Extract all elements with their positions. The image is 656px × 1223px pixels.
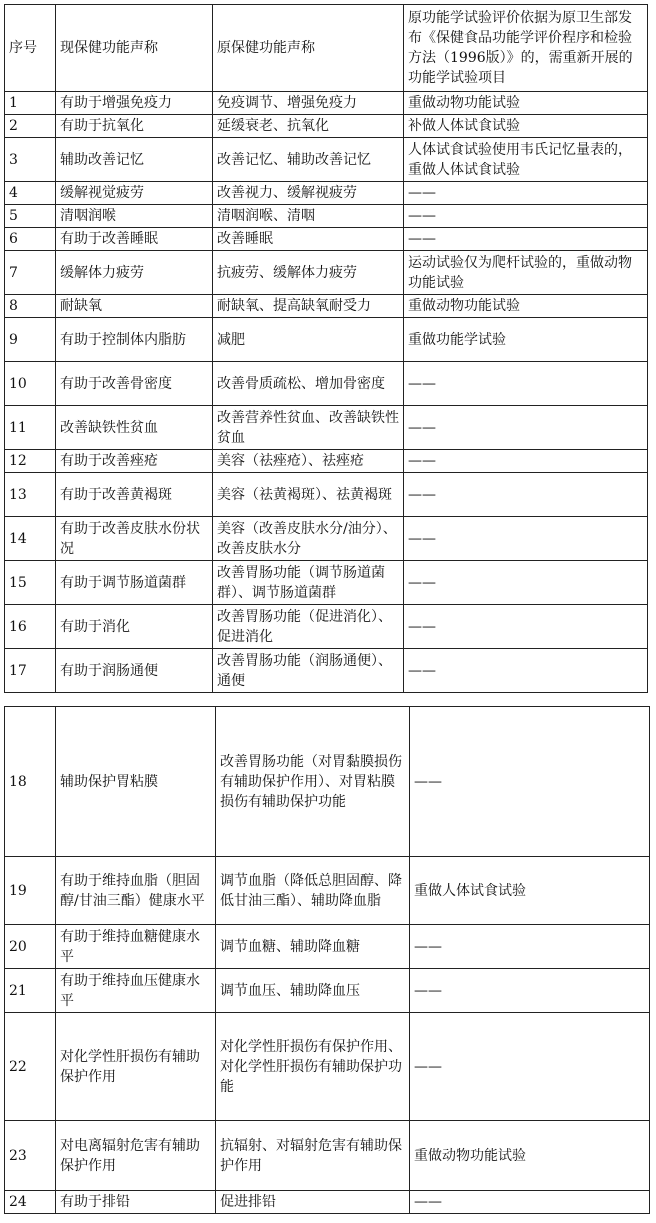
original-claim-cell: 改善胃肠功能（对胃黏膜损伤有辅助保护作用）、对胃粘膜损伤有辅助保护功能 [216, 707, 410, 857]
test-item-cell: —— [404, 473, 648, 517]
table-row [5, 318, 648, 362]
row-number: 9 [5, 318, 56, 362]
row-number: 5 [5, 205, 56, 228]
current-claim-cell: 有助于增强免疫力 [56, 92, 213, 115]
row-number: 14 [5, 517, 56, 561]
test-item-cell: 重做动物功能试验 [410, 1121, 650, 1191]
original-claim-cell: 改善骨质疏松、增加骨密度 [213, 362, 404, 406]
table-row [5, 295, 648, 318]
row-number: 7 [5, 251, 56, 295]
test-item-cell: —— [404, 649, 648, 693]
test-item-cell: 重做动物功能试验 [404, 92, 648, 115]
current-claim-cell: 对化学性肝损伤有辅助保护作用 [56, 1013, 216, 1121]
original-claim-cell: 免疫调节、增强免疫力 [213, 92, 404, 115]
table-row [5, 406, 648, 450]
header-test-items: 原功能学试验评价依据为原卫生部发布《保健食品功能学评价程序和检验方法（1996版）》的，需重新开展的功能学试验项目 [404, 5, 648, 92]
header-original-claim: 原保健功能声称 [213, 5, 404, 92]
original-claim-cell: 促进排铅 [216, 1191, 410, 1214]
table-row [5, 649, 648, 693]
test-item-cell: —— [410, 1013, 650, 1121]
current-claim-cell: 缓解视觉疲劳 [56, 182, 213, 205]
current-claim-cell: 有助于改善痤疮 [56, 450, 213, 473]
original-claim-cell: 改善胃肠功能（促进消化）、促进消化 [213, 605, 404, 649]
row-number: 4 [5, 182, 56, 205]
original-claim-cell: 改善营养性贫血、改善缺铁性贫血 [213, 406, 404, 450]
original-claim-cell: 改善视力、缓解视疲劳 [213, 182, 404, 205]
table-row [5, 969, 650, 1013]
test-item-cell: —— [410, 707, 650, 857]
current-claim-cell: 对电离辐射危害有辅助保护作用 [56, 1121, 216, 1191]
current-claim-cell: 耐缺氧 [56, 295, 213, 318]
current-claim-cell: 有助于排铅 [56, 1191, 216, 1214]
original-claim-cell: 对化学性肝损伤有保护作用、对化学性肝损伤有辅助保护功能 [216, 1013, 410, 1121]
table-row [5, 228, 648, 251]
header-current-claim: 现保健功能声称 [56, 5, 213, 92]
current-claim-cell: 有助于改善睡眠 [56, 228, 213, 251]
row-number: 10 [5, 362, 56, 406]
current-claim-cell: 有助于调节肠道菌群 [56, 561, 213, 605]
row-number: 20 [5, 925, 56, 969]
test-item-cell: —— [404, 406, 648, 450]
current-claim-cell: 有助于维持血脂（胆固醇/甘油三酯）健康水平 [56, 857, 216, 925]
row-number: 2 [5, 115, 56, 138]
original-claim-cell: 调节血脂（降低总胆固醇、降低甘油三酯）、辅助降血脂 [216, 857, 410, 925]
row-number: 1 [5, 92, 56, 115]
test-item-cell: 重做人体试食试验 [410, 857, 650, 925]
table-row [5, 517, 648, 561]
table-row [5, 857, 650, 925]
current-claim-cell: 改善缺铁性贫血 [56, 406, 213, 450]
table-row [5, 707, 650, 857]
test-item-cell: —— [404, 605, 648, 649]
original-claim-cell: 减肥 [213, 318, 404, 362]
current-claim-cell: 有助于消化 [56, 605, 213, 649]
table-row [5, 605, 648, 649]
original-claim-cell: 改善睡眠 [213, 228, 404, 251]
original-claim-cell: 调节血糖、辅助降血糖 [216, 925, 410, 969]
claims-table-part1 [4, 4, 648, 693]
current-claim-cell: 辅助保护胃粘膜 [56, 707, 216, 857]
header-no: 序号 [5, 5, 56, 92]
test-item-cell: —— [410, 925, 650, 969]
row-number: 22 [5, 1013, 56, 1121]
table-row [5, 1121, 650, 1191]
test-item-cell: —— [410, 1191, 650, 1214]
row-number: 13 [5, 473, 56, 517]
row-number: 24 [5, 1191, 56, 1214]
table-row [5, 138, 648, 182]
row-number: 11 [5, 406, 56, 450]
test-item-cell: 运动试验仅为爬杆试验的，重做动物功能试验 [404, 251, 648, 295]
row-number: 8 [5, 295, 56, 318]
row-number: 17 [5, 649, 56, 693]
table-row [5, 450, 648, 473]
row-number: 6 [5, 228, 56, 251]
claims-table-part2 [4, 706, 650, 1214]
table-row [5, 205, 648, 228]
current-claim-cell: 辅助改善记忆 [56, 138, 213, 182]
row-number: 15 [5, 561, 56, 605]
table-row [5, 182, 648, 205]
original-claim-cell: 调节血压、辅助降血压 [216, 969, 410, 1013]
table-row [5, 1191, 650, 1214]
row-number: 12 [5, 450, 56, 473]
test-item-cell: —— [404, 517, 648, 561]
test-item-cell: —— [404, 362, 648, 406]
table-row [5, 561, 648, 605]
test-item-cell: —— [404, 228, 648, 251]
current-claim-cell: 有助于改善黄褐斑 [56, 473, 213, 517]
current-claim-cell: 缓解体力疲劳 [56, 251, 213, 295]
row-number: 21 [5, 969, 56, 1013]
original-claim-cell: 美容（祛黄褐斑）、祛黄褐斑 [213, 473, 404, 517]
test-item-cell: —— [404, 450, 648, 473]
test-item-cell: —— [404, 182, 648, 205]
test-item-cell: —— [404, 205, 648, 228]
test-item-cell: 补做人体试食试验 [404, 115, 648, 138]
original-claim-cell: 抗辐射、对辐射危害有辅助保护作用 [216, 1121, 410, 1191]
original-claim-cell: 清咽润喉、清咽 [213, 205, 404, 228]
current-claim-cell: 有助于润肠通便 [56, 649, 213, 693]
row-number: 3 [5, 138, 56, 182]
original-claim-cell: 改善胃肠功能（调节肠道菌群）、调节肠道菌群 [213, 561, 404, 605]
original-claim-cell: 抗疲劳、缓解体力疲劳 [213, 251, 404, 295]
row-number: 19 [5, 857, 56, 925]
current-claim-cell: 有助于控制体内脂肪 [56, 318, 213, 362]
current-claim-cell: 有助于维持血糖健康水平 [56, 925, 216, 969]
table-row [5, 362, 648, 406]
current-claim-cell: 有助于改善骨密度 [56, 362, 213, 406]
original-claim-cell: 耐缺氧、提高缺氧耐受力 [213, 295, 404, 318]
original-claim-cell: 延缓衰老、抗氧化 [213, 115, 404, 138]
table-row [5, 92, 648, 115]
original-claim-cell: 改善记忆、辅助改善记忆 [213, 138, 404, 182]
current-claim-cell: 有助于改善皮肤水份状况 [56, 517, 213, 561]
current-claim-cell: 有助于抗氧化 [56, 115, 213, 138]
table-row [5, 115, 648, 138]
table-row [5, 925, 650, 969]
original-claim-cell: 改善胃肠功能（润肠通便）、通便 [213, 649, 404, 693]
table-row [5, 473, 648, 517]
row-number: 18 [5, 707, 56, 857]
test-item-cell: 重做功能学试验 [404, 318, 648, 362]
test-item-cell: —— [410, 969, 650, 1013]
table-row [5, 1013, 650, 1121]
table-row [5, 251, 648, 295]
test-item-cell: 重做动物功能试验 [404, 295, 648, 318]
test-item-cell: —— [404, 561, 648, 605]
current-claim-cell: 有助于维持血压健康水平 [56, 969, 216, 1013]
original-claim-cell: 美容（改善皮肤水分/油分）、改善皮肤水分 [213, 517, 404, 561]
header-row [5, 5, 648, 92]
row-number: 16 [5, 605, 56, 649]
current-claim-cell: 清咽润喉 [56, 205, 213, 228]
row-number: 23 [5, 1121, 56, 1191]
original-claim-cell: 美容（祛痤疮）、祛痤疮 [213, 450, 404, 473]
test-item-cell: 人体试食试验使用韦氏记忆量表的，重做人体试食试验 [404, 138, 648, 182]
